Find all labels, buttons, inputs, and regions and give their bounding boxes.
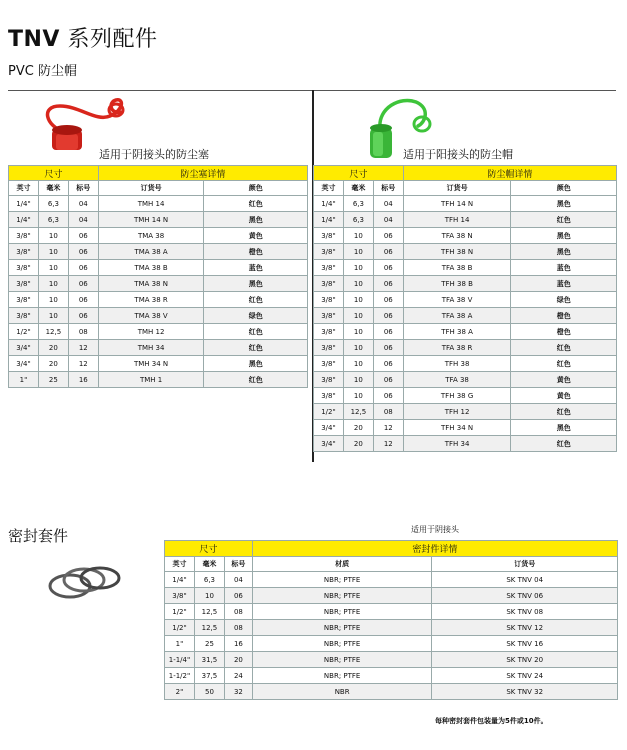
cell-color: 红色 <box>511 404 617 420</box>
cell-inch: 3/4" <box>9 356 39 372</box>
col-order-no-header: 订货号 <box>98 181 204 196</box>
title-latin: TNV <box>8 27 60 52</box>
cell-mm: 10 <box>343 356 373 372</box>
cell-order-no: SK TNV 08 <box>432 604 618 620</box>
cell-mm: 6,3 <box>343 196 373 212</box>
cell-mm: 10 <box>343 244 373 260</box>
col-mm-header: 毫米 <box>343 181 373 196</box>
seal-kit-table <box>164 540 618 700</box>
table-row <box>314 356 617 372</box>
cell-color: 红色 <box>204 372 308 388</box>
cell-order-no: SK TNV 32 <box>432 684 618 700</box>
cell-size-code: 06 <box>373 388 403 404</box>
cell-mm: 10 <box>38 276 68 292</box>
cell-inch: 3/8" <box>314 308 344 324</box>
cell-inch: 3/8" <box>9 228 39 244</box>
cell-color: 黄色 <box>204 228 308 244</box>
cell-size-code: 06 <box>373 260 403 276</box>
cell-mm: 37,5 <box>194 668 224 684</box>
cell-order-no: TMH 34 <box>98 340 204 356</box>
cell-order-no: TFA 38 B <box>403 260 511 276</box>
cell-inch: 3/8" <box>9 292 39 308</box>
cell-mm: 10 <box>194 588 224 604</box>
cell-size-code: 04 <box>68 196 98 212</box>
cell-mm: 10 <box>343 308 373 324</box>
cell-inch: 3/8" <box>314 388 344 404</box>
cell-material: NBR <box>252 684 432 700</box>
cell-mm: 10 <box>343 324 373 340</box>
table-row <box>314 196 617 212</box>
size-group-header: 尺寸 <box>9 166 99 181</box>
cell-size-code: 08 <box>224 620 252 636</box>
cell-size-code: 06 <box>68 244 98 260</box>
cell-inch: 3/4" <box>314 420 344 436</box>
cell-color: 橙色 <box>511 324 617 340</box>
cell-color: 绿色 <box>511 292 617 308</box>
cell-inch: 3/8" <box>314 228 344 244</box>
cell-color: 红色 <box>511 340 617 356</box>
cell-mm: 6,3 <box>194 572 224 588</box>
table-row <box>314 372 617 388</box>
cell-color: 蓝色 <box>511 260 617 276</box>
cell-mm: 10 <box>38 228 68 244</box>
table-row <box>9 340 308 356</box>
cell-inch: 1/2" <box>165 620 195 636</box>
cell-order-no: TFA 38 V <box>403 292 511 308</box>
table-row <box>9 244 308 260</box>
cell-mm: 10 <box>38 308 68 324</box>
cell-mm: 10 <box>343 260 373 276</box>
cell-mm: 10 <box>38 292 68 308</box>
cell-order-no: SK TNV 04 <box>432 572 618 588</box>
cell-color: 橙色 <box>511 308 617 324</box>
cell-mm: 10 <box>38 260 68 276</box>
cell-size-code: 24 <box>224 668 252 684</box>
table-row <box>165 684 618 700</box>
col-material-header: 材质 <box>252 557 432 572</box>
col-inch-header: 英寸 <box>314 181 344 196</box>
cell-mm: 12,5 <box>343 404 373 420</box>
cell-order-no: TFH 14 N <box>403 196 511 212</box>
cell-inch: 1-1/2" <box>165 668 195 684</box>
cell-color: 黑色 <box>511 244 617 260</box>
cell-color: 黑色 <box>204 276 308 292</box>
col-color-header: 颜色 <box>204 181 308 196</box>
cell-material: NBR; PTFE <box>252 652 432 668</box>
cell-size-code: 04 <box>68 212 98 228</box>
table-row <box>165 668 618 684</box>
table-row <box>165 604 618 620</box>
cell-color: 红色 <box>204 324 308 340</box>
cell-size-code: 12 <box>68 340 98 356</box>
detail-group-header: 防尘帽详情 <box>403 166 616 181</box>
cell-mm: 6,3 <box>38 196 68 212</box>
cell-inch: 1" <box>9 372 39 388</box>
cell-size-code: 04 <box>224 572 252 588</box>
cell-inch: 3/8" <box>314 356 344 372</box>
cell-color: 黑色 <box>511 228 617 244</box>
cell-inch: 1" <box>165 636 195 652</box>
cell-order-no: TMA 38 A <box>98 244 204 260</box>
cell-inch: 3/8" <box>314 324 344 340</box>
male-caption: 适用于阳接头的防尘帽 <box>403 148 513 161</box>
table-row <box>9 372 308 388</box>
cell-material: NBR; PTFE <box>252 572 432 588</box>
male-dust-cap-table <box>313 165 617 452</box>
table-row <box>314 228 617 244</box>
seal-kit-note: 适用于阴接头 <box>411 525 459 534</box>
cell-color: 黑色 <box>511 420 617 436</box>
cell-order-no: TMH 1 <box>98 372 204 388</box>
col-size-code-header: 标号 <box>224 557 252 572</box>
table-row <box>165 636 618 652</box>
table-row <box>9 260 308 276</box>
cell-mm: 6,3 <box>343 212 373 228</box>
cell-size-code: 06 <box>68 292 98 308</box>
cell-order-no: TFH 14 <box>403 212 511 228</box>
cell-order-no: SK TNV 24 <box>432 668 618 684</box>
cell-inch: 1/2" <box>9 324 39 340</box>
cell-order-no: TFA 38 <box>403 372 511 388</box>
cell-size-code: 12 <box>373 436 403 452</box>
cell-inch: 1/2" <box>165 604 195 620</box>
cell-inch: 3/4" <box>9 340 39 356</box>
cell-order-no: TFH 38 G <box>403 388 511 404</box>
cell-order-no: TFH 34 <box>403 436 511 452</box>
cell-color: 绿色 <box>204 308 308 324</box>
cell-inch: 1/4" <box>314 212 344 228</box>
cell-inch: 3/8" <box>314 292 344 308</box>
cell-material: NBR; PTFE <box>252 604 432 620</box>
cell-color: 黑色 <box>511 196 617 212</box>
detail-group-header: 防尘塞详情 <box>98 166 307 181</box>
cell-mm: 25 <box>194 636 224 652</box>
table-row <box>314 308 617 324</box>
table-row <box>314 260 617 276</box>
cell-color: 红色 <box>511 356 617 372</box>
table-row <box>314 324 617 340</box>
cell-order-no: SK TNV 12 <box>432 620 618 636</box>
cell-inch: 3/8" <box>165 588 195 604</box>
table-row <box>9 308 308 324</box>
cell-color: 黄色 <box>511 388 617 404</box>
table-row <box>314 212 617 228</box>
cell-size-code: 06 <box>68 276 98 292</box>
cell-size-code: 08 <box>373 404 403 420</box>
cell-mm: 20 <box>38 356 68 372</box>
cell-size-code: 16 <box>68 372 98 388</box>
cell-size-code: 06 <box>373 244 403 260</box>
table-row <box>314 404 617 420</box>
cell-order-no: TMA 38 R <box>98 292 204 308</box>
table-row <box>314 292 617 308</box>
cell-size-code: 06 <box>68 308 98 324</box>
cell-color: 黄色 <box>511 372 617 388</box>
cell-color: 红色 <box>511 436 617 452</box>
detail-group-header: 密封件详情 <box>252 541 617 557</box>
cell-color: 黑色 <box>204 212 308 228</box>
cell-mm: 10 <box>343 292 373 308</box>
cell-color: 红色 <box>511 212 617 228</box>
cell-order-no: TMA 38 N <box>98 276 204 292</box>
cell-material: NBR; PTFE <box>252 636 432 652</box>
cell-material: NBR; PTFE <box>252 620 432 636</box>
col-order-no-header: 订货号 <box>432 557 618 572</box>
cell-color: 红色 <box>204 292 308 308</box>
col-color-header: 颜色 <box>511 181 617 196</box>
cell-order-no: TMH 12 <box>98 324 204 340</box>
cell-order-no: SK TNV 06 <box>432 588 618 604</box>
cell-color: 黑色 <box>204 356 308 372</box>
cell-mm: 20 <box>343 420 373 436</box>
cell-mm: 10 <box>343 228 373 244</box>
cell-size-code: 06 <box>373 356 403 372</box>
table-row <box>314 436 617 452</box>
cell-inch: 3/8" <box>314 260 344 276</box>
cell-material: NBR; PTFE <box>252 588 432 604</box>
page-subtitle: PVC 防尘帽 <box>8 64 77 79</box>
seal-kit-footnote: 每种密封套件包装量为5件或10件。 <box>435 717 548 725</box>
cell-size-code: 06 <box>373 292 403 308</box>
cell-inch: 1/4" <box>9 196 39 212</box>
cell-inch: 3/8" <box>314 244 344 260</box>
cell-inch: 2" <box>165 684 195 700</box>
cell-mm: 31,5 <box>194 652 224 668</box>
table-row <box>314 388 617 404</box>
cell-size-code: 08 <box>224 604 252 620</box>
cell-size-code: 06 <box>373 372 403 388</box>
cell-inch: 3/8" <box>314 276 344 292</box>
cell-inch: 1-1/4" <box>165 652 195 668</box>
cell-order-no: TFH 38 A <box>403 324 511 340</box>
cell-mm: 12,5 <box>38 324 68 340</box>
cell-order-no: TMA 38 V <box>98 308 204 324</box>
cell-size-code: 06 <box>373 308 403 324</box>
cell-mm: 20 <box>38 340 68 356</box>
cell-inch: 3/8" <box>9 260 39 276</box>
cell-mm: 6,3 <box>38 212 68 228</box>
female-dust-plug-table <box>8 165 308 388</box>
cell-order-no: TMA 38 <box>98 228 204 244</box>
col-mm-header: 毫米 <box>38 181 68 196</box>
cell-inch: 1/2" <box>314 404 344 420</box>
seal-kit-title: 密封套件 <box>8 527 69 545</box>
cell-order-no: TFH 12 <box>403 404 511 420</box>
cell-mm: 10 <box>343 340 373 356</box>
cell-order-no: TFA 38 N <box>403 228 511 244</box>
col-inch-header: 英寸 <box>9 181 39 196</box>
table-row <box>314 420 617 436</box>
cell-mm: 12,5 <box>194 620 224 636</box>
cell-mm: 50 <box>194 684 224 700</box>
cell-color: 蓝色 <box>204 260 308 276</box>
cell-color: 红色 <box>204 196 308 212</box>
cell-order-no: TMH 14 <box>98 196 204 212</box>
table-row <box>9 276 308 292</box>
cell-size-code: 08 <box>68 324 98 340</box>
cell-size-code: 06 <box>373 340 403 356</box>
cell-inch: 3/8" <box>9 276 39 292</box>
cell-color: 蓝色 <box>511 276 617 292</box>
cell-order-no: TMH 34 N <box>98 356 204 372</box>
cell-size-code: 04 <box>373 196 403 212</box>
cell-inch: 3/8" <box>314 372 344 388</box>
cell-inch: 3/8" <box>9 244 39 260</box>
cell-inch: 1/4" <box>9 212 39 228</box>
cell-size-code: 06 <box>68 260 98 276</box>
cell-size-code: 06 <box>373 276 403 292</box>
cell-size-code: 16 <box>224 636 252 652</box>
table-row <box>9 228 308 244</box>
table-row <box>9 292 308 308</box>
col-mm-header: 毫米 <box>194 557 224 572</box>
col-inch-header: 英寸 <box>165 557 195 572</box>
table-row <box>9 196 308 212</box>
cell-mm: 10 <box>343 276 373 292</box>
cell-color: 橙色 <box>204 244 308 260</box>
table-row <box>165 620 618 636</box>
cell-size-code: 06 <box>68 228 98 244</box>
cell-inch: 1/4" <box>314 196 344 212</box>
female-caption: 适用于阴接头的防尘塞 <box>99 148 209 161</box>
table-row <box>165 588 618 604</box>
cell-order-no: TFH 38 B <box>403 276 511 292</box>
table-row <box>9 324 308 340</box>
cell-inch: 3/8" <box>314 340 344 356</box>
cell-order-no: SK TNV 16 <box>432 636 618 652</box>
page-title <box>8 22 157 53</box>
cell-size-code: 06 <box>224 588 252 604</box>
cell-size-code: 06 <box>373 228 403 244</box>
seal-rings-image <box>44 560 126 604</box>
table-row <box>314 244 617 260</box>
cell-inch: 3/4" <box>314 436 344 452</box>
cell-size-code: 20 <box>224 652 252 668</box>
table-row <box>314 340 617 356</box>
size-group-header: 尺寸 <box>165 541 253 557</box>
cell-order-no: SK TNV 20 <box>432 652 618 668</box>
cell-material: NBR; PTFE <box>252 668 432 684</box>
cell-inch: 3/8" <box>9 308 39 324</box>
cell-order-no: TMH 14 N <box>98 212 204 228</box>
cell-color: 红色 <box>204 340 308 356</box>
col-size-code-header: 标号 <box>68 181 98 196</box>
cell-mm: 25 <box>38 372 68 388</box>
cell-size-code: 12 <box>373 420 403 436</box>
cell-mm: 10 <box>343 372 373 388</box>
title-chinese: 系列配件 <box>59 27 158 52</box>
table-row <box>314 276 617 292</box>
cell-inch: 1/4" <box>165 572 195 588</box>
cell-mm: 12,5 <box>194 604 224 620</box>
size-group-header: 尺寸 <box>314 166 404 181</box>
table-row <box>9 212 308 228</box>
col-order-no-header: 订货号 <box>403 181 511 196</box>
table-row <box>165 652 618 668</box>
col-size-code-header: 标号 <box>373 181 403 196</box>
cell-size-code: 32 <box>224 684 252 700</box>
cell-mm: 10 <box>38 244 68 260</box>
table-row <box>165 572 618 588</box>
cell-size-code: 12 <box>68 356 98 372</box>
cell-order-no: TMA 38 B <box>98 260 204 276</box>
cell-order-no: TFH 38 N <box>403 244 511 260</box>
table-row <box>9 356 308 372</box>
cell-order-no: TFA 38 R <box>403 340 511 356</box>
cell-mm: 10 <box>343 388 373 404</box>
cell-size-code: 06 <box>373 324 403 340</box>
cell-size-code: 04 <box>373 212 403 228</box>
cell-order-no: TFH 38 <box>403 356 511 372</box>
cell-order-no: TFA 38 A <box>403 308 511 324</box>
cell-order-no: TFH 34 N <box>403 420 511 436</box>
cell-mm: 20 <box>343 436 373 452</box>
